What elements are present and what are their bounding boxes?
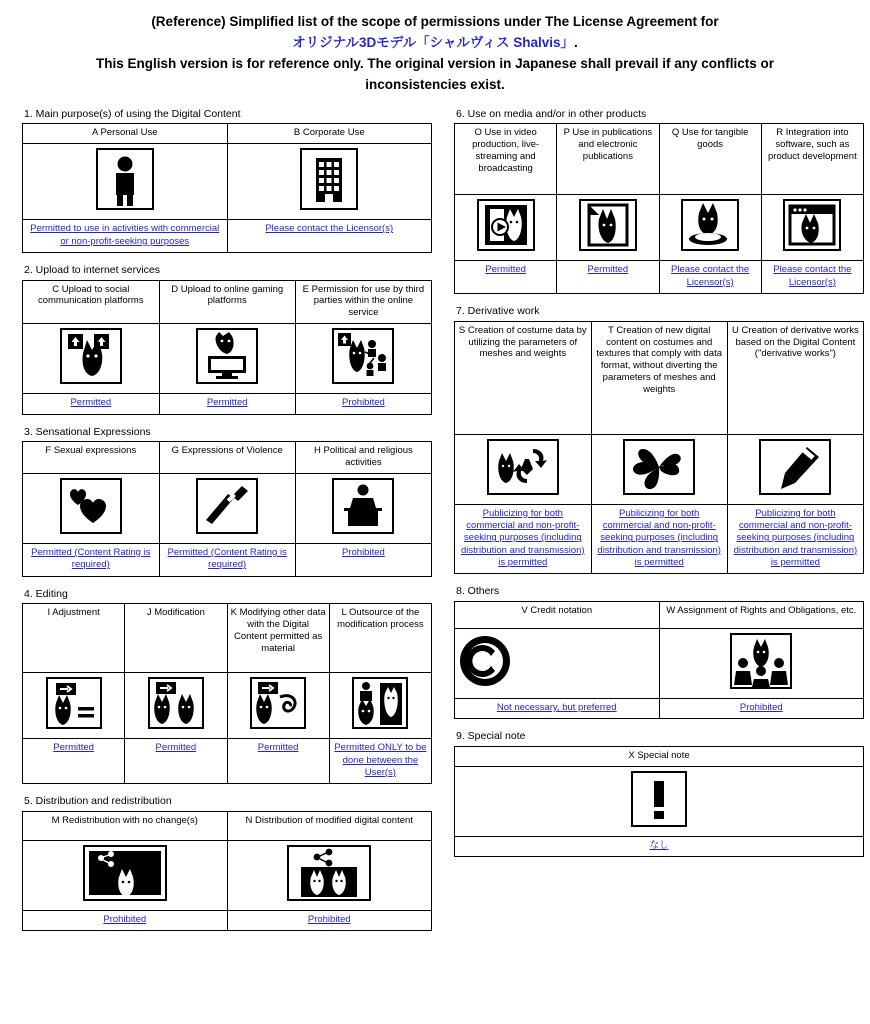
cell-o-head: O Use in video production, live-streaming and broadcasting (472, 127, 540, 174)
cell-d (159, 280, 295, 324)
cell-v-head: V Credit notation (521, 605, 593, 617)
cell-o-note-wrap (455, 261, 557, 294)
cell-c-note-wrap (23, 394, 160, 414)
cell-s-note: Publicizing for both commercial and non-profit-seeking purposes (including distribution and transmission) is permitted (461, 507, 585, 569)
cell-r-note-wrap (761, 261, 863, 294)
cell-w (659, 602, 864, 629)
cell-d-head: D Upload to online gaming platforms (171, 283, 284, 307)
section-7-title: 7. Derivative work (456, 305, 540, 318)
cell-f-note: Permitted (Content Rating is required) (31, 546, 151, 571)
header-title-japanese: オリジナル3Dモデル「シャルヴィス Shalvis」 (292, 34, 575, 50)
cell-h-note: Prohibited (342, 546, 385, 558)
cats-group-icon-cell (660, 629, 864, 698)
paintbrush-icon (759, 439, 831, 495)
cell-e-icon-wrap (295, 324, 431, 394)
cell-i (23, 604, 125, 673)
cell-x-head: X Special note (628, 750, 690, 761)
table-row (455, 434, 864, 504)
cat-video-icon (477, 199, 535, 251)
section-8-table (454, 601, 864, 719)
table-row (23, 543, 432, 576)
content-columns (0, 100, 870, 943)
cell-w-icon-wrap (659, 629, 864, 699)
cell-f-head: F Sexual expressions (45, 445, 137, 457)
section-6 (454, 108, 864, 294)
cell-p-head: P Use in publications and electronic publications (563, 127, 653, 163)
cell-l-note-wrap (329, 739, 431, 784)
hearts-icon (60, 478, 122, 534)
cell-w-note: Prohibited (739, 702, 783, 714)
copyright-icon (457, 633, 513, 689)
cell-l-head: L Outsource of the modification process (337, 607, 424, 631)
cell-n-icon-wrap (227, 840, 432, 910)
cat-two-icon-cell (125, 673, 226, 738)
cell-u-head: U Creation of derivative works based on the Digital Content ("derivative works") (732, 324, 859, 360)
cat-material-icon (250, 677, 306, 729)
cat-upload-icon (60, 328, 122, 384)
cell-d-note: Permitted (206, 397, 248, 409)
section-6-table (454, 123, 864, 294)
cell-k (227, 604, 329, 673)
table-row (23, 673, 432, 739)
knife-icon-cell (160, 474, 295, 543)
cell-c (23, 280, 160, 324)
cell-q-icon-wrap (659, 195, 761, 261)
person-icon (96, 148, 154, 210)
section-9 (454, 730, 864, 857)
cell-x (455, 747, 864, 767)
cell-i-note: Permitted (53, 742, 94, 754)
page-header (0, 0, 870, 100)
cell-p-note: Permitted (587, 264, 629, 276)
cell-x-note-wrap (455, 836, 864, 856)
cell-e-note: Prohibited (342, 397, 385, 409)
section-8-title: 8. Others (456, 585, 500, 598)
cell-e-head: E Permission for use by third parties within the online service (302, 283, 425, 319)
building-icon (300, 148, 358, 210)
cell-k-note-wrap (227, 739, 329, 784)
cell-t-note-wrap (591, 504, 727, 574)
knife-icon (196, 478, 258, 534)
cell-k-note: Permitted (257, 742, 299, 754)
section-5 (22, 795, 432, 931)
redistribute-icon-cell (23, 841, 227, 910)
cell-q (659, 124, 761, 195)
cat-costume-icon (487, 439, 559, 495)
table-row (23, 144, 432, 220)
cell-k-head: K Modifying other data with the Digital Content permitted as material (230, 607, 326, 654)
table-row (23, 840, 432, 910)
exclamation-icon-cell (455, 767, 863, 836)
distribute-modified-icon (287, 845, 371, 901)
table-row (23, 280, 432, 324)
header-line-3: This English version is for reference only. The original version in Japanese shall prevail if any conflicts or (96, 55, 774, 71)
cell-t (591, 321, 727, 434)
cat-costume-icon-cell (455, 435, 591, 504)
table-row (455, 504, 864, 574)
cell-b (227, 124, 432, 144)
cell-w-head: W Assignment of Rights and Obligations, etc. (666, 605, 857, 617)
cell-k-icon-wrap (227, 673, 329, 739)
table-row (455, 602, 864, 629)
cell-s (455, 321, 592, 434)
cell-u-icon-wrap (727, 434, 863, 504)
podium-icon (332, 478, 394, 534)
cat-software-icon-cell (762, 195, 863, 260)
cell-e-note-wrap (295, 394, 431, 414)
cat-outsource-icon-cell (330, 673, 431, 738)
cell-i-icon-wrap (23, 673, 125, 739)
cell-c-icon-wrap (23, 324, 160, 394)
cell-q-note: Please contact the Licensor(s) (671, 264, 750, 288)
cell-l-icon-wrap (329, 673, 431, 739)
cat-software-icon (783, 199, 841, 251)
cell-m-note: Prohibited (103, 913, 147, 925)
cloth-fan-icon-cell (592, 435, 727, 504)
section-9-table (454, 746, 864, 857)
left-column (22, 108, 432, 943)
section-3-title: 3. Sensational Expressions (24, 425, 151, 438)
header-line-2 (26, 33, 844, 54)
cell-m-icon-wrap (23, 840, 228, 910)
cell-m (23, 811, 228, 840)
cell-h-head: H Political and religious activities (314, 445, 413, 469)
header-line-4: inconsistencies exist. (365, 76, 505, 92)
cell-b-head: B Corporate Use (293, 127, 365, 139)
cell-p-note-wrap (557, 261, 659, 294)
cell-n-note: Prohibited (307, 913, 351, 925)
table-row (23, 604, 432, 673)
cell-b-icon-wrap (227, 144, 432, 220)
section-9-title: 9. Special note (456, 730, 526, 743)
cell-i-head: I Adjustment (47, 607, 100, 619)
cat-material-icon-cell (228, 673, 329, 738)
cell-a-note-wrap (23, 220, 228, 253)
cell-f-note-wrap (23, 543, 160, 576)
cell-m-head: M Redistribution with no change(s) (51, 814, 198, 826)
cell-j (125, 604, 227, 673)
cell-q-note-wrap (659, 261, 761, 294)
cell-o-icon-wrap (455, 195, 557, 261)
table-row (23, 739, 432, 784)
cell-n (227, 811, 432, 840)
cell-a-head: A Personal Use (92, 127, 158, 139)
cell-h-icon-wrap (295, 473, 431, 543)
table-row (23, 124, 432, 144)
cell-i-note-wrap (23, 739, 125, 784)
section-4-table (22, 603, 432, 784)
cell-g-note-wrap (159, 543, 295, 576)
cell-u-note: Publicizing for both commercial and non-profit-seeking purposes (including distribution and transmission) is permitted (733, 507, 858, 569)
cell-j-note: Permitted (155, 742, 197, 754)
cell-c-head: C Upload to social communication platforms (37, 283, 144, 307)
table-row (455, 195, 864, 261)
cell-v-icon-wrap (455, 629, 660, 699)
cell-l-note: Permitted ONLY to be done between the User(s) (334, 742, 427, 778)
distribute-modified-icon-cell (228, 841, 432, 910)
cell-d-icon-wrap (159, 324, 295, 394)
cell-p-icon-wrap (557, 195, 659, 261)
cell-j-icon-wrap (125, 673, 227, 739)
cat-two-icon (148, 677, 204, 729)
cell-o (455, 124, 557, 195)
cell-t-head: T Creation of new digital content on costumes and textures that comply with data format, without diverting the parameters of meshes and weights (596, 324, 723, 396)
cat-monitor-icon (196, 328, 258, 384)
cell-d-note-wrap (159, 394, 295, 414)
table-row (23, 394, 432, 414)
cat-share-icon-cell (296, 324, 431, 393)
section-7-table (454, 321, 864, 575)
section-7 (454, 305, 864, 574)
cell-f-icon-wrap (23, 473, 160, 543)
redistribute-icon (83, 845, 167, 901)
section-1 (22, 108, 432, 253)
table-row (455, 699, 864, 719)
cats-group-icon (730, 633, 792, 689)
person-icon-cell (23, 144, 227, 219)
cell-s-note-wrap (455, 504, 592, 574)
cell-q-head: Q Use for tangible goods (671, 127, 749, 151)
right-column (454, 108, 864, 869)
cat-outsource-icon (352, 677, 408, 729)
section-6-title: 6. Use on media and/or in other products (456, 107, 647, 120)
cell-b-note: Please contact the Licensor(s) (265, 223, 394, 235)
cell-a-icon-wrap (23, 144, 228, 220)
table-row (455, 629, 864, 699)
table-row (455, 836, 864, 856)
copyright-icon-cell (455, 629, 659, 693)
cell-m-note-wrap (23, 910, 228, 930)
section-5-table (22, 811, 432, 931)
cell-v-note: Not necessary, but preferred (496, 702, 617, 714)
table-row (455, 321, 864, 434)
cell-n-head: N Distribution of modified digital content (245, 814, 413, 826)
cat-upload-icon-cell (23, 324, 159, 393)
cell-e (295, 280, 431, 324)
section-2-title: 2. Upload to internet services (24, 263, 160, 276)
cat-share-icon (332, 328, 394, 384)
cell-g-icon-wrap (159, 473, 295, 543)
cell-t-note: Publicizing for both commercial and non-profit-seeking purposes (including distribution and transmission) is permitted (597, 507, 721, 569)
section-4 (22, 588, 432, 785)
cell-f (23, 442, 160, 474)
cell-s-head: S Creation of costume data by utilizing the parameters of meshes and weights (458, 324, 587, 360)
cat-book-icon-cell (557, 195, 658, 260)
cat-equals-icon-cell (23, 673, 124, 738)
cell-n-note-wrap (227, 910, 432, 930)
cell-t-icon-wrap (591, 434, 727, 504)
table-row (455, 747, 864, 767)
section-3 (22, 426, 432, 577)
section-1-table (22, 123, 432, 253)
cell-a-note: Permitted to use in activities with commercial or non-profit-seeking purposes (30, 223, 220, 247)
exclamation-icon (631, 771, 687, 827)
cat-video-icon-cell (455, 195, 556, 260)
cell-r-head: R Integration into software, such as product development (768, 127, 857, 163)
podium-icon-cell (296, 474, 431, 543)
cat-book-icon (579, 199, 637, 251)
table-row (23, 220, 432, 253)
cell-g-head: G Expressions of Violence (171, 445, 283, 457)
table-row (455, 261, 864, 294)
cell-o-note: Permitted (485, 264, 526, 276)
cell-c-note: Permitted (70, 397, 112, 409)
cell-r (761, 124, 863, 195)
section-2-table (22, 280, 432, 415)
cell-h (295, 442, 431, 474)
cell-j-note-wrap (125, 739, 227, 784)
cell-u (727, 321, 863, 434)
cat-equals-icon (46, 677, 102, 729)
header-title-suffix: . (574, 34, 578, 50)
section-8 (454, 585, 864, 719)
cell-x-icon-wrap (455, 766, 864, 836)
cell-x-note: なし (649, 839, 669, 851)
table-row (455, 766, 864, 836)
cell-r-icon-wrap (761, 195, 863, 261)
table-row (23, 442, 432, 474)
section-3-table (22, 441, 432, 576)
building-icon-cell (228, 144, 432, 219)
cell-j-head: J Modification (146, 607, 205, 619)
cell-v-note-wrap (455, 699, 660, 719)
cell-p (557, 124, 659, 195)
cell-g (159, 442, 295, 474)
table-row (23, 811, 432, 840)
section-5-title: 5. Distribution and redistribution (24, 795, 172, 808)
hearts-icon-cell (23, 474, 159, 543)
cell-w-note-wrap (659, 699, 864, 719)
cat-figure-icon (681, 199, 739, 251)
paintbrush-icon-cell (728, 435, 863, 504)
cell-r-note: Please contact the Licensor(s) (773, 264, 852, 288)
section-4-title: 4. Editing (24, 587, 68, 600)
cell-h-note-wrap (295, 543, 431, 576)
section-2 (22, 264, 432, 415)
cell-b-note-wrap (227, 220, 432, 253)
cell-u-note-wrap (727, 504, 863, 574)
table-row (23, 473, 432, 543)
cloth-fan-icon (623, 439, 695, 495)
cell-v (455, 602, 660, 629)
header-line-1: (Reference) Simplified list of the scope of permissions under The License Agreement for (151, 14, 719, 29)
table-row (23, 324, 432, 394)
cell-g-note: Permitted (Content Rating is required) (167, 546, 287, 571)
cell-a (23, 124, 228, 144)
table-row (23, 910, 432, 930)
cell-s-icon-wrap (455, 434, 592, 504)
table-row (455, 124, 864, 195)
cat-monitor-icon-cell (160, 324, 295, 393)
section-1-title: 1. Main purpose(s) of using the Digital Content (24, 107, 241, 120)
cat-figure-icon-cell (660, 195, 761, 260)
cell-l (329, 604, 431, 673)
